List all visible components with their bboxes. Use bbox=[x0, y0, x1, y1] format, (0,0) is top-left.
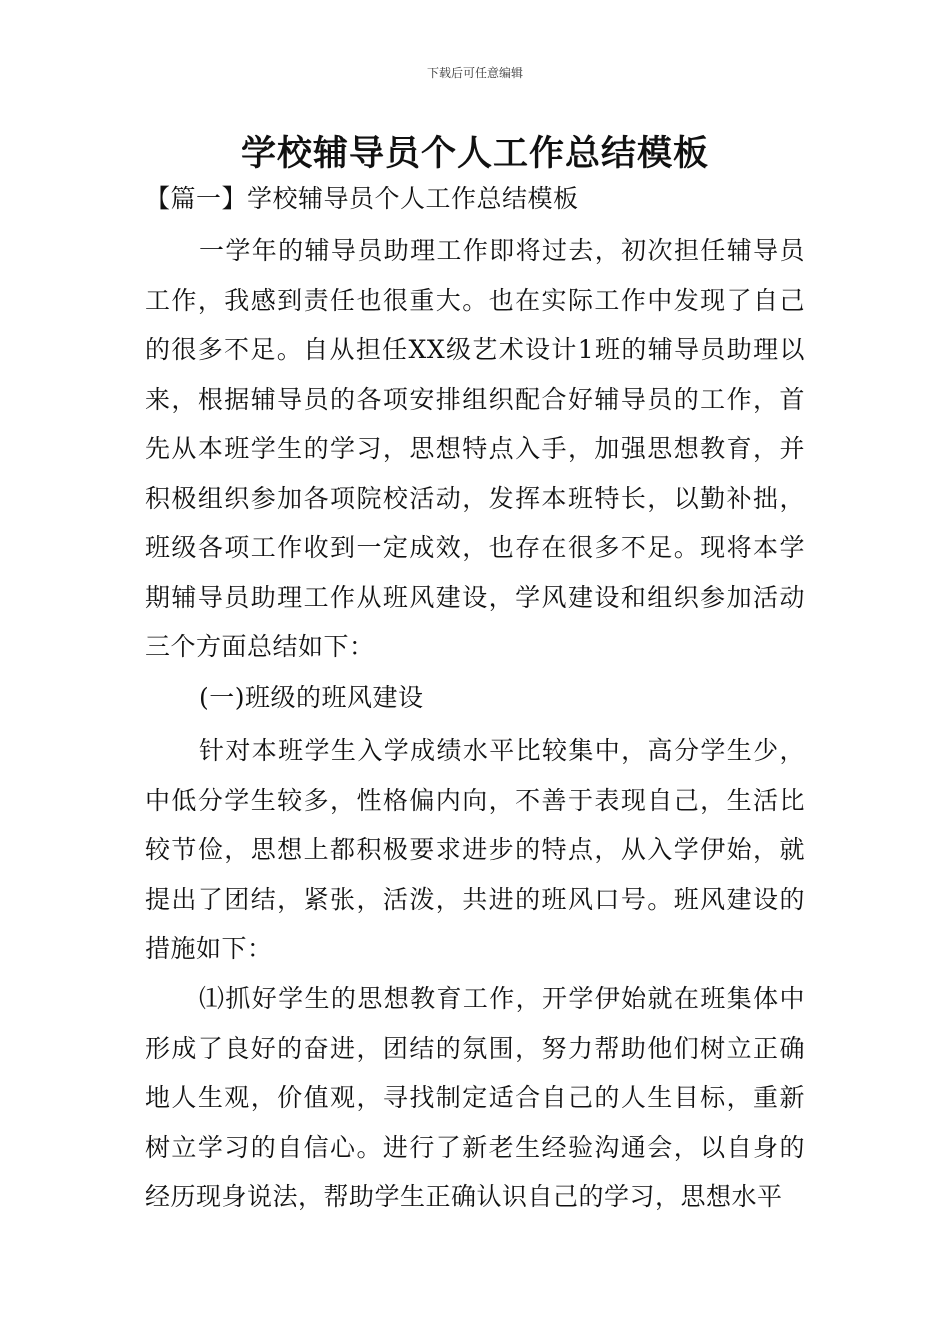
subheading-class-spirit: (一)班级的班风建设 bbox=[199, 683, 424, 712]
class-spirit-paragraph: 针对本班学生入学成绩水平比较集中，高分学生少，中低分学生较多，性格偏内向，不善于表现自己，生活比较节俭，思想上都积极要求进步的特点，从入学伊始，就提出了团结，紧张，活泼，共进的班风口号。班风建设的措施如下： bbox=[145, 736, 805, 963]
document-title: 学校辅导员个人工作总结模板 bbox=[240, 134, 709, 174]
measure-1-paragraph: ⑴抓好学生的思想教育工作，开学伊始就在班集体中形成了良好的奋进，团结的氛围，努力帮助他们树立正确地人生观，价值观，寻找制定适合自己的人生目标，重新树立学习的自信心。进行了新老生经验沟通会，以自身的经历现身说法，帮助学生正确认识自己的学习，思想水平 bbox=[145, 984, 805, 1211]
intro-paragraph: 一学年的辅导员助理工作即将过去，初次担任辅导员工作，我感到责任也很重大。也在实际工作中发现了自己的很多不足。自从担任XX级艺术设计1班的辅导员助理以来，根据辅导员的各项安排组织配合好辅导员的工作，首先从本班学生的学习，思想特点入手，加强思想教育，并积极组织参加各项院校活动，发挥本班特长，以勤补拙，班级各项工作收到一定成效，也存在很多不足。现将本学期辅导员助理工作从班风建设，学风建设和组织参加活动三个方面总结如下： bbox=[145, 236, 805, 661]
section-heading: 【篇一】学校辅导员个人工作总结模板 bbox=[145, 184, 579, 213]
header-note: 下载后可任意编辑 bbox=[426, 66, 523, 80]
